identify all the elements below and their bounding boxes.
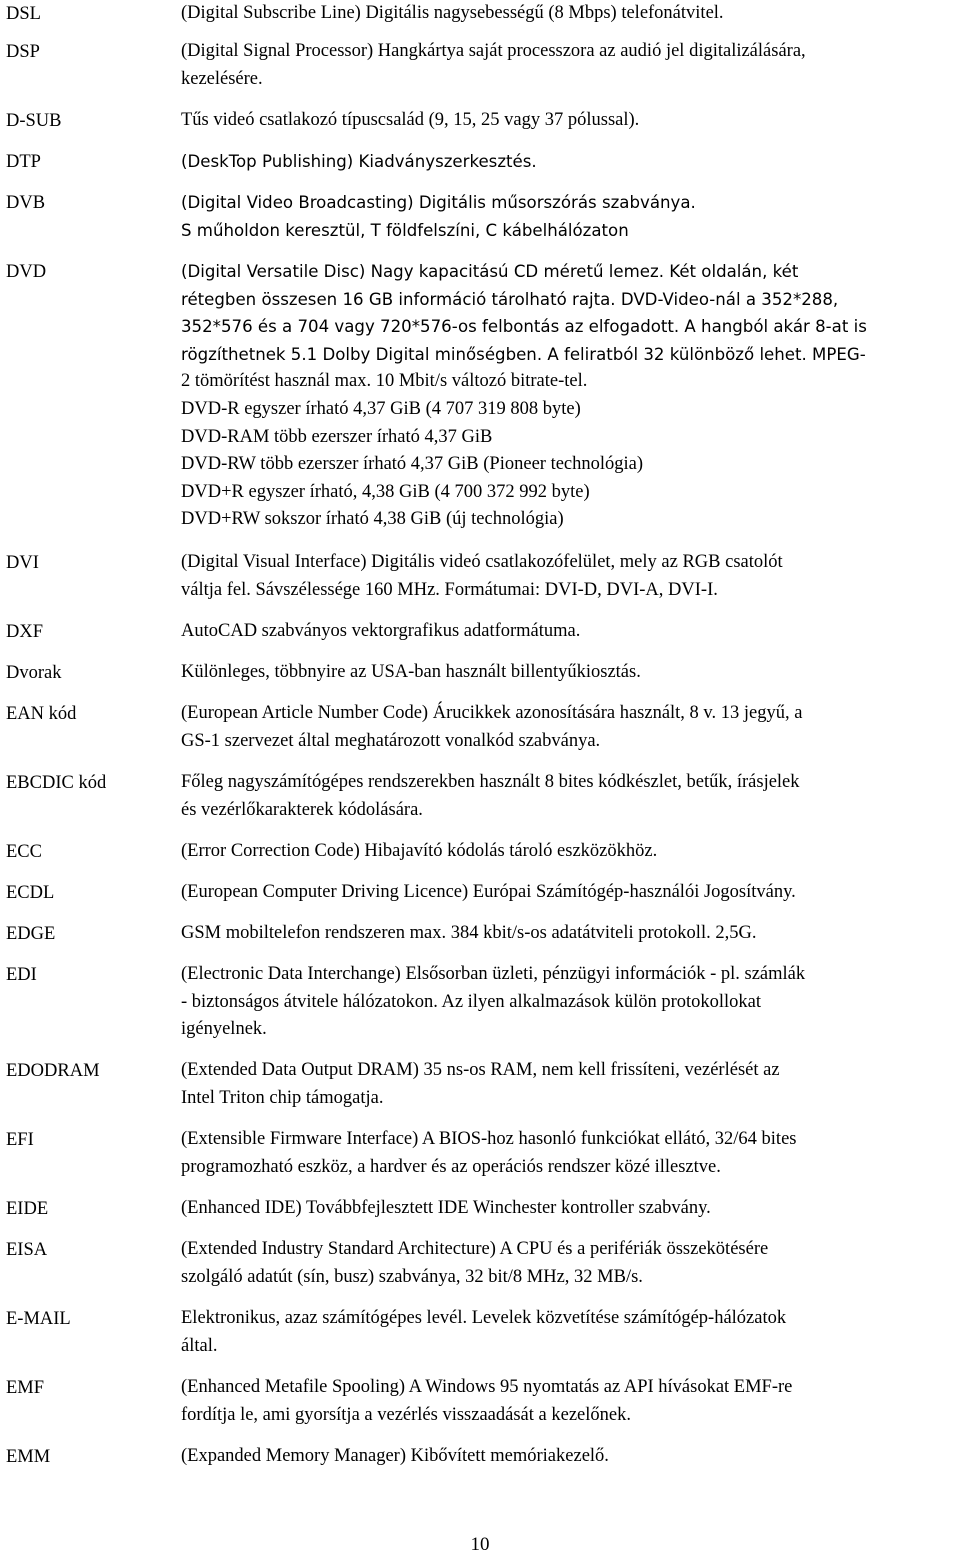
definition-line: DVD+RW sokszor írható 4,38 GiB (új technológia) bbox=[181, 509, 564, 530]
glossary-definition bbox=[181, 769, 956, 824]
definition-line: GS-1 szervezet által meghatározott vonalkód szabványa. bbox=[181, 730, 601, 751]
glossary-definition bbox=[181, 838, 956, 866]
definition-line: által. bbox=[181, 1335, 218, 1356]
definition-line: és vezérlőkarakterek kódolására. bbox=[181, 799, 423, 820]
definition-line: (Enhanced Metafile Spooling) A Windows 95 nyomtatás az API hívásokat EMF-re bbox=[181, 1377, 793, 1397]
glossary-definition bbox=[181, 549, 956, 604]
definition-line: Elektronikus, azaz számítógépes levél. Levelek közvetítése számítógép-hálózatok bbox=[181, 1308, 787, 1328]
glossary-term: ECC bbox=[6, 842, 42, 862]
glossary-definition bbox=[181, 1057, 956, 1112]
definition-line: (Digital Visual Interface) Digitális videó csatlakozófelület, mely az RGB csatolót bbox=[181, 552, 783, 572]
glossary-definition bbox=[181, 38, 956, 93]
glossary-definition bbox=[181, 1236, 956, 1291]
definition-line: rögzíthetnek 5.1 Dolby Digital minőségben. A feliratból 32 különböző lehet. MPEG- bbox=[181, 344, 866, 364]
glossary-definition bbox=[181, 0, 956, 28]
definition-line: (Extended Industry Standard Architecture) A CPU és a perifériák összekötésére bbox=[181, 1239, 769, 1259]
definition-line: DVD+R egyszer írható, 4,38 GiB (4 700 372 992 byte) bbox=[181, 481, 590, 502]
glossary-term: DSP bbox=[6, 42, 40, 62]
definition-line: (DeskTop Publishing) Kiadványszerkesztés. bbox=[181, 152, 537, 171]
definition-line: (Digital Versatile Disc) Nagy kapacitású CD méretű lemez. Két oldalán, két bbox=[181, 262, 799, 281]
definition-line: kezelésére. bbox=[181, 68, 263, 89]
definition-line: DVD-RW több ezerszer írható 4,37 GiB (Pioneer technológia) bbox=[181, 454, 644, 475]
definition-line: szolgáló adatút (sín, busz) szabványa, 32 bit/8 MHz, 32 MB/s. bbox=[181, 1266, 643, 1287]
glossary-definition bbox=[181, 879, 956, 907]
definition-line: 352*576 és a 704 vagy 720*576-os felbontás az elfogadott. A hangból akár 8-at is bbox=[181, 317, 867, 337]
definition-line: Tűs videó csatlakozó típuscsalád (9, 15, 25 vagy 37 pólussal). bbox=[181, 110, 640, 130]
definition-line: (Digital Subscribe Line) Digitális nagysebességű (8 Mbps) telefonátvitel. bbox=[181, 3, 724, 23]
glossary-definition bbox=[181, 700, 956, 755]
glossary-term: DVB bbox=[6, 193, 46, 213]
definition-line: (European Computer Driving Licence) Európai Számítógép-használói Jogosítvány. bbox=[181, 882, 796, 902]
glossary-term: DVD bbox=[6, 262, 47, 282]
glossary-term: EFI bbox=[6, 1130, 34, 1150]
glossary-definition bbox=[181, 1374, 956, 1429]
definition-line: fordítja le, ami gyorsítja a vezérlés visszaadását a kezelőnek. bbox=[181, 1404, 631, 1425]
definition-line: Főleg nagyszámítógépes rendszerekben használt 8 bites kódkészlet, betűk, írásjelek bbox=[181, 772, 800, 792]
glossary-term: DXF bbox=[6, 622, 44, 642]
definition-line: (Enhanced IDE) Továbbfejlesztett IDE Winchester kontroller szabvány. bbox=[181, 1198, 711, 1218]
glossary-term: ECDL bbox=[6, 883, 55, 903]
definition-line: (Digital Video Broadcasting) Digitális műsorszórás szabványa. bbox=[181, 193, 696, 212]
glossary-definition bbox=[181, 1195, 956, 1223]
definition-line: GSM mobiltelefon rendszeren max. 384 kbit/s-os adatátviteli protokoll. 2,5G. bbox=[181, 923, 757, 943]
glossary-term: E-MAIL bbox=[6, 1309, 71, 1329]
glossary-term: EBCDIC kód bbox=[6, 773, 107, 793]
glossary-term: DTP bbox=[6, 152, 41, 172]
glossary-term: DVI bbox=[6, 553, 39, 573]
definition-line: (Extended Data Output DRAM) 35 ns-os RAM, nem kell frissíteni, vezérlését az bbox=[181, 1060, 780, 1080]
glossary-definition bbox=[181, 1443, 956, 1471]
definition-line: Különleges, többnyire az USA-ban használt billentyűkiosztás. bbox=[181, 662, 641, 682]
definition-line: igényelnek. bbox=[181, 1019, 267, 1040]
definition-line: (Expanded Memory Manager) Kibővített memóriakezelő. bbox=[181, 1446, 609, 1466]
glossary-definition bbox=[181, 107, 956, 135]
glossary-definition bbox=[181, 618, 956, 646]
glossary-term: EDI bbox=[6, 965, 37, 985]
glossary-term: D-SUB bbox=[6, 111, 62, 131]
definition-line: - biztonságos átvitele hálózatokon. Az ilyen alkalmazások külön protokollokat bbox=[181, 991, 762, 1012]
definition-line: DVD-R egyszer írható 4,37 GiB (4 707 319 808 byte) bbox=[181, 398, 581, 419]
definition-line: rétegben összesen 16 GB információ tárolható rajta. DVD-Video-nál a 352*288, bbox=[181, 289, 839, 309]
definition-line: AutoCAD szabványos vektorgrafikus adatformátuma. bbox=[181, 621, 581, 641]
definition-line: programozható eszköz, a hardver és az operációs rendszer közé illesztve. bbox=[181, 1156, 721, 1177]
glossary-term: EISA bbox=[6, 1240, 48, 1260]
definition-line: (Electronic Data Interchange) Elsősorban üzleti, pénzügyi információk - pl. számlák bbox=[181, 964, 806, 984]
glossary-term: EMF bbox=[6, 1378, 45, 1398]
definition-line: 2 tömörítést használ max. 10 Mbit/s változó bitrate-tel. bbox=[181, 371, 588, 392]
glossary-definition bbox=[181, 1305, 956, 1360]
definition-line: (Digital Signal Processor) Hangkártya saját processzora az audió jel digitalizálására, bbox=[181, 41, 806, 61]
definition-line: (European Article Number Code) Árucikkek azonosítására használt, 8 v. 13 jegyű, a bbox=[181, 703, 803, 723]
glossary-term: EDGE bbox=[6, 924, 56, 944]
glossary-definition bbox=[181, 1126, 956, 1181]
definition-line: (Extensible Firmware Interface) A BIOS-hoz hasonló funkciókat ellátó, 32/64 bites bbox=[181, 1129, 797, 1149]
definition-line: S műholdon keresztül, T földfelszíni, C kábelhálózaton bbox=[181, 220, 629, 240]
page-number: 10 bbox=[470, 1534, 490, 1555]
glossary-term: EIDE bbox=[6, 1199, 49, 1219]
glossary-term: Dvorak bbox=[6, 663, 62, 683]
glossary-definition bbox=[181, 148, 956, 176]
definition-line: (Error Correction Code) Hibajavító kódolás tároló eszközökhöz. bbox=[181, 841, 658, 861]
definition-line: DVD-RAM több ezerszer írható 4,37 GiB bbox=[181, 426, 493, 447]
definition-line: Intel Triton chip támogatja. bbox=[181, 1087, 384, 1108]
glossary-term: EDODRAM bbox=[6, 1061, 100, 1081]
glossary-definition bbox=[181, 189, 956, 244]
glossary-definition bbox=[181, 659, 956, 687]
glossary-definition bbox=[181, 920, 956, 948]
definition-line: váltja fel. Sávszélessége 160 MHz. Formátumai: DVI-D, DVI-A, DVI-I. bbox=[181, 579, 718, 600]
glossary-term: EAN kód bbox=[6, 704, 77, 724]
glossary-definition bbox=[181, 258, 956, 534]
glossary-term: DSL bbox=[6, 4, 41, 24]
glossary-definition bbox=[181, 961, 956, 1044]
glossary-term: EMM bbox=[6, 1447, 51, 1467]
